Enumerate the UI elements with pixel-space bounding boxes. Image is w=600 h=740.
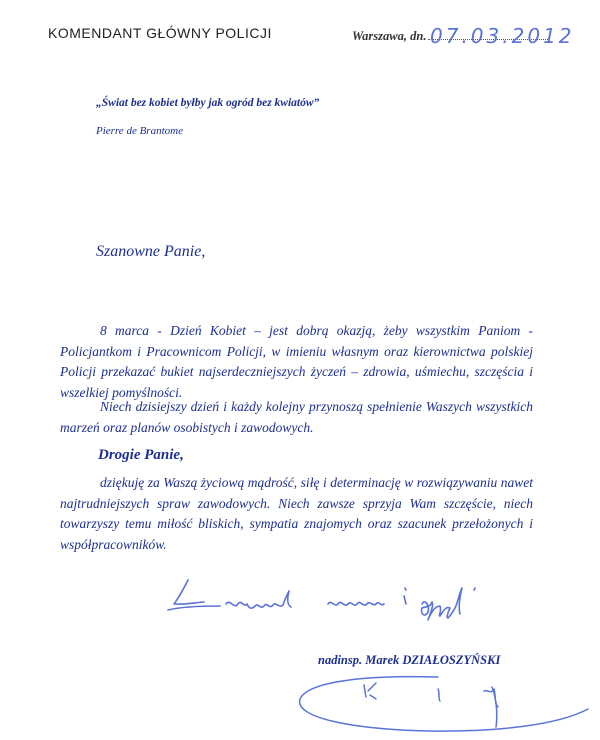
epigraph-quote: „Świat bez kobiet byłby jak ogród bez kwiatów” (96, 97, 320, 109)
letterhead-title: KOMENDANT GŁÓWNY POLICJI (48, 25, 272, 41)
paragraph-2: Niech dzisiejszy dzień i każdy kolejny przynoszą spełnienie Waszych wszystkich marzeń oraz planów osobistych i zawodowych. (60, 399, 533, 435)
handwritten-closing (160, 570, 580, 630)
signature (288, 665, 598, 740)
signer-name: nadinsp. Marek DZIAŁOSZYŃSKI (318, 653, 501, 667)
place-label: Warszawa, dn. (352, 29, 427, 43)
paragraph-3: dziękuję za Waszą życiową mądrość, siłę i determinację w rozwiązywaniu nawet najtrudniejszych spraw zawodowych. Niech zawsze sprzyja Wam szczęście, niech towarzyszy temu miłość bliskich, sympatia znajomych oraz szacunek przełożonych i współpracowników. (60, 475, 533, 552)
paragraph-1: 8 marca - Dzień Kobiet – jest dobrą okazją, żeby wszystkim Paniom - Policjantkom i Pracownicom Policji, w imieniu własnym oraz kierownictwa polskiej Policji przekazać bukiet najserdeczniejszych życzeń – zdrowia, uśmiechu, szczęścia i wszelkiej pomyślności. (60, 323, 533, 400)
handwritten-date: 07.03.2012 (430, 24, 575, 48)
second-greeting: Drogie Panie, (98, 447, 184, 463)
salutation: Szanowne Panie, (96, 243, 206, 260)
epigraph-author: Pierre de Brantome (96, 125, 183, 137)
